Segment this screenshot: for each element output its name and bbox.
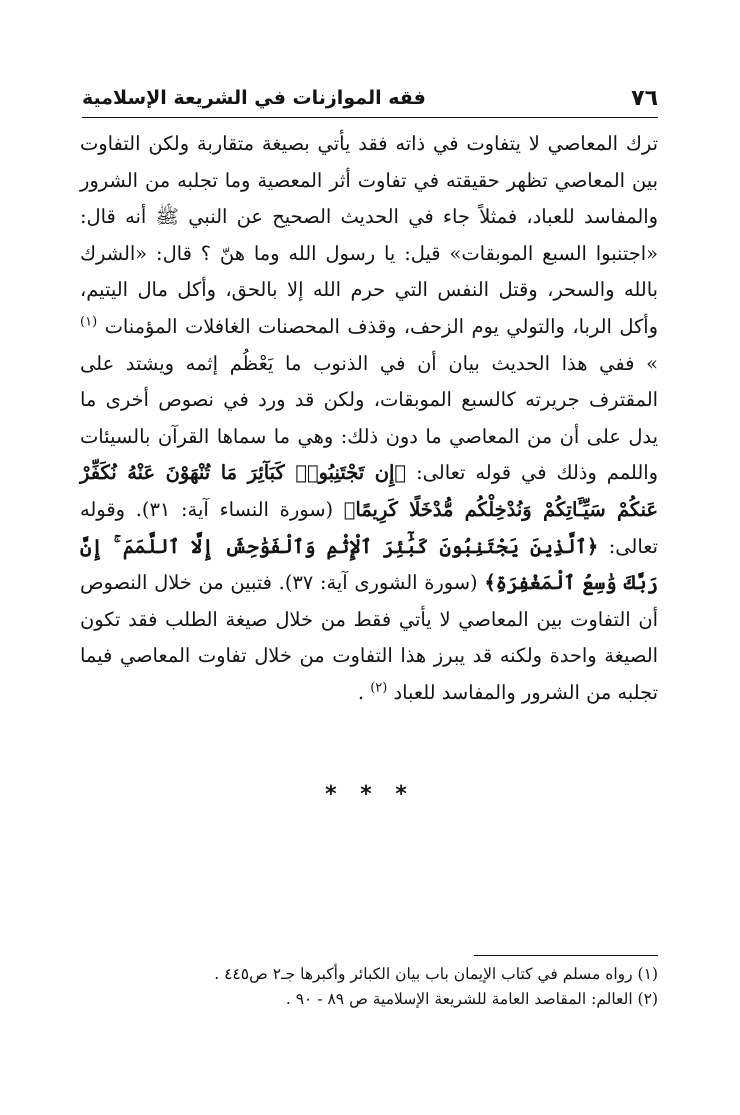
body-text-part-4: (سورة الشورى آية: ٣٧). فتبين من خلال النصوص أن التفاوت بين المعاصي لا يأتي فقط من خلال صيغة الطلب فقد تكون الصيغة واحدة ولكنه قد يبرز هذا التفاوت من خلال تفاوت المعاصي فيما تجلبه من الشرور والمفاسد للعباد: [80, 571, 658, 704]
footnotes: [82, 962, 658, 1012]
book-title: فقه الموازنات في الشريعة الإسلامية: [82, 87, 426, 109]
main-paragraph: [80, 126, 658, 712]
footnote-ref-2: (٢): [370, 680, 388, 696]
footnote-2: (٢) العالم: المقاصد العامة للشريعة الإسلامية ص ٨٩ - ٩٠ .: [285, 990, 658, 1008]
page-number: ٧٦: [631, 86, 658, 111]
footnote-ref-1: (١): [80, 314, 98, 330]
footnote-1: (١) رواه مسلم في كتاب الإيمان باب بيان الكبائر وأكبرها جـ٢ ص٤٤٥ .: [214, 965, 658, 983]
header-rule: [82, 117, 658, 118]
body-text-part-3: (سورة النساء آية: ٣١). وقوله تعالى:: [80, 497, 658, 558]
running-header: [82, 78, 658, 114]
body-text-part-1: ترك المعاصي لا يتفاوت في ذاته فقد يأتي بصيغة متقاربة ولكن التفاوت بين المعاصي تظهر حقيقته في تفاوت أثر المعصية وما تجلبه من الشرور والمفاسد للعباد، فمثلاً جاء في الحديث الصحيح عن النبي ﷺ أنه قال: «اجتنبوا السبع الموبقات» قيل: يا رسول الله وما هنّ ؟ قال: «الشرك بالله والسحر، وقتل النفس التي حرم الله إلا بالحق، وأكل مال اليتيم، وأكل الربا، والتولي يوم الزحف، وقذف المحصنات الغافلات المؤمنات: [80, 132, 659, 338]
section-separator: * * *: [325, 782, 415, 807]
footnote-rule: [474, 955, 658, 956]
body-text-part-5: .: [357, 680, 365, 704]
main-body-text: [80, 126, 658, 712]
quran-verse-nisa: ﴿إِن تَجْتَنِبُوا۟ كَبَآئِرَ مَا تُنْهَوْنَ عَنْهُ نُكَفِّرْ عَنكُمْ سَيِّـَٔاتِكُمْ وَنُدْخِلْكُم مُّدْخَلًا كَرِيمًا﴾: [80, 461, 658, 521]
body-text-part-2: » ففي هذا الحديث بيان أن في الذنوب ما يَعْظُم إثمه ويشتد على المقترف جريرته كالسبع الموبقات، ولكن قد ورد في نصوص أخرى ما يدل على أن من المعاصي ما دون ذلك: وهي ما سماها القرآن بالسيئات واللمم وذلك في قوله تعالى:: [80, 351, 658, 485]
quran-verse-shura: ﴿ٱلَّذِينَ يَجْتَنِبُونَ كَبَٰٓئِرَ ٱلْإِثْمِ وَٱلْفَوَٰحِشَ إِلَّا ٱللَّمَمَ ۚ إِنَّ رَبَّكَ وَٰسِعُ ٱلْمَغْفِرَةِ﴾: [80, 534, 658, 595]
